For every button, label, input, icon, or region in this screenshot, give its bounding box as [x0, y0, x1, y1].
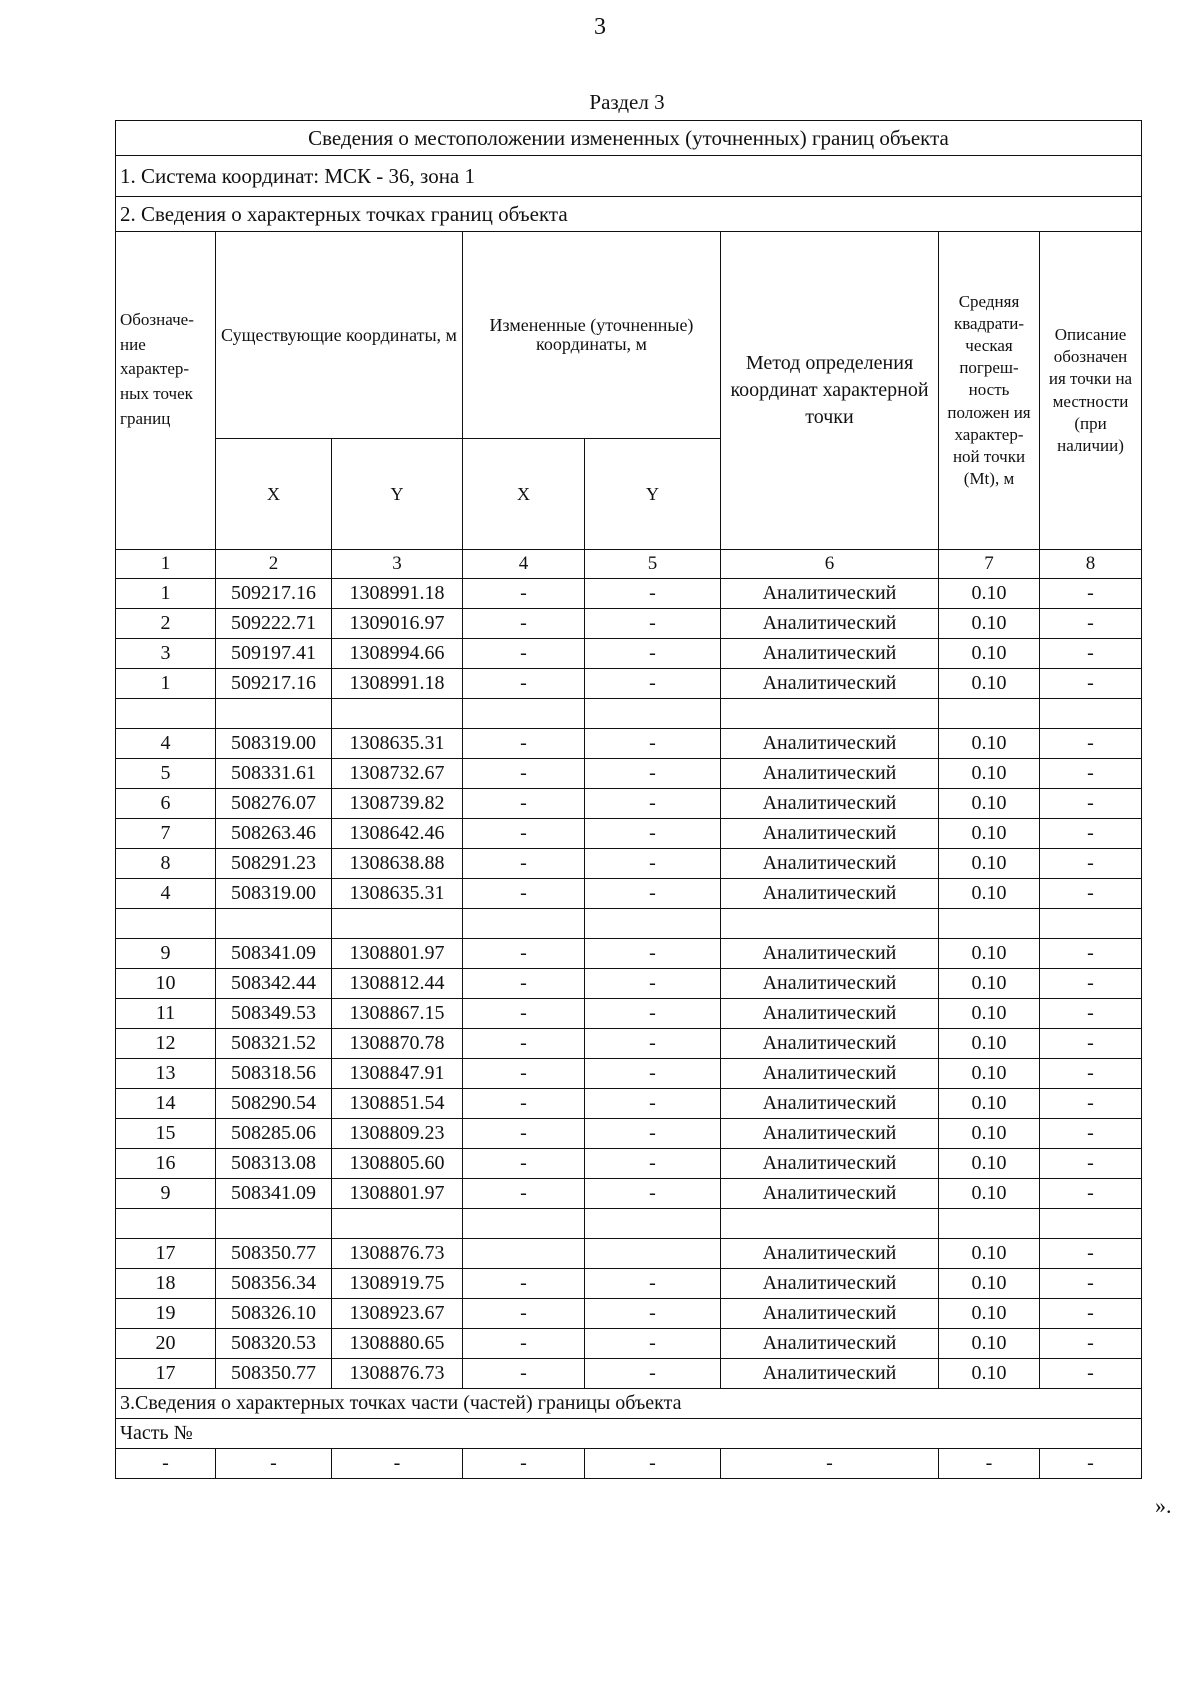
cell-mean-error: 0.10: [939, 1179, 1040, 1209]
header-point-designation: Обозначе-ние характер-ных точек границ: [116, 232, 216, 550]
header-mean-error: Средняя квадрати-ческая погреш-ность положен ия характер-ной точки (Mt), м: [939, 232, 1040, 550]
cell-changed-x: -: [463, 669, 585, 699]
cell-description: -: [1040, 1359, 1142, 1389]
cell-changed-x: -: [463, 1179, 585, 1209]
cell-existing-x: 508263.46: [216, 819, 332, 849]
cell-mean-error: 0.10: [939, 1269, 1040, 1299]
cell-existing-y: 1308851.54: [332, 1089, 463, 1119]
cell-mean-error: 0.10: [939, 819, 1040, 849]
cell-changed-x: -: [463, 1029, 585, 1059]
cell-existing-y: 1308809.23: [332, 1119, 463, 1149]
cell-method: Аналитический: [721, 639, 939, 669]
header-changed-x: X: [463, 439, 585, 550]
cell-changed-x: -: [463, 759, 585, 789]
cell-description: -: [1040, 579, 1142, 609]
cell-changed-y: -: [585, 849, 721, 879]
cell-existing-y: 1308867.15: [332, 999, 463, 1029]
part-cell: -: [332, 1449, 463, 1479]
cell-mean-error: 0.10: [939, 759, 1040, 789]
cell-point-number: 4: [116, 729, 216, 759]
cell-point-number: 10: [116, 969, 216, 999]
cell-method: Аналитический: [721, 939, 939, 969]
cell-existing-x: 508349.53: [216, 999, 332, 1029]
cell-existing-x: 509197.41: [216, 639, 332, 669]
cell-existing-x: 508326.10: [216, 1299, 332, 1329]
cell-existing-y: 1308732.67: [332, 759, 463, 789]
cell-changed-y: -: [585, 969, 721, 999]
cell-method: Аналитический: [721, 1269, 939, 1299]
cell-point-number: 7: [116, 819, 216, 849]
cell-point-number: 15: [116, 1119, 216, 1149]
cell-point-number: 12: [116, 1029, 216, 1059]
cell-point-number: 8: [116, 849, 216, 879]
cell-point-number: 17: [116, 1239, 216, 1269]
table-row: [116, 1299, 1142, 1329]
cell-method: Аналитический: [721, 1239, 939, 1269]
cell-mean-error: 0.10: [939, 1029, 1040, 1059]
cell-method: Аналитический: [721, 1299, 939, 1329]
cell-changed-x: -: [463, 879, 585, 909]
table-title: Сведения о местоположении измененных (уточненных) границ объекта: [116, 121, 1142, 156]
column-number: 5: [585, 550, 721, 579]
table-row: [116, 609, 1142, 639]
column-number: 6: [721, 550, 939, 579]
cell-mean-error: 0.10: [939, 789, 1040, 819]
cell-existing-y: 1308739.82: [332, 789, 463, 819]
cell-method: Аналитический: [721, 579, 939, 609]
cell-existing-y: 1308991.18: [332, 669, 463, 699]
cell-point-number: 16: [116, 1149, 216, 1179]
table-row: [116, 729, 1142, 759]
cell-changed-x: -: [463, 579, 585, 609]
cell-mean-error: 0.10: [939, 609, 1040, 639]
cell-point-number: 1: [116, 669, 216, 699]
cell-description: -: [1040, 609, 1142, 639]
cell-changed-x: -: [463, 849, 585, 879]
coordinate-system: 1. Система координат: МСК - 36, зона 1: [116, 156, 1142, 197]
cell-mean-error: 0.10: [939, 579, 1040, 609]
cell-existing-y: 1308805.60: [332, 1149, 463, 1179]
cell-method: Аналитический: [721, 1359, 939, 1389]
cell-changed-y: -: [585, 1299, 721, 1329]
cell-description: -: [1040, 639, 1142, 669]
cell-changed-y: -: [585, 1329, 721, 1359]
cell-changed-x: -: [463, 999, 585, 1029]
cell-existing-y: 1308870.78: [332, 1029, 463, 1059]
cell-existing-y: 1308635.31: [332, 729, 463, 759]
cell-description: -: [1040, 1329, 1142, 1359]
cell-method: [721, 909, 939, 939]
cell-changed-y: -: [585, 639, 721, 669]
cell-method: [721, 699, 939, 729]
cell-description: [1040, 699, 1142, 729]
header-existing-coords: Существующие координаты, м: [216, 232, 463, 439]
column-number: 7: [939, 550, 1040, 579]
cell-point-number: 11: [116, 999, 216, 1029]
cell-method: Аналитический: [721, 1329, 939, 1359]
cell-changed-y: -: [585, 1089, 721, 1119]
part-cell: -: [216, 1449, 332, 1479]
cell-method: Аналитический: [721, 849, 939, 879]
cell-description: -: [1040, 1119, 1142, 1149]
part-number-label: Часть №: [116, 1419, 1142, 1449]
cell-changed-x: -: [463, 609, 585, 639]
cell-changed-y: [585, 699, 721, 729]
column-number: 1: [116, 550, 216, 579]
table-row: [116, 1059, 1142, 1089]
cell-description: -: [1040, 939, 1142, 969]
cell-description: -: [1040, 1149, 1142, 1179]
cell-point-number: 5: [116, 759, 216, 789]
cell-existing-x: 508341.09: [216, 939, 332, 969]
cell-existing-y: [332, 1209, 463, 1239]
cell-point-number: 17: [116, 1359, 216, 1389]
cell-point-number: 9: [116, 939, 216, 969]
cell-existing-y: 1308919.75: [332, 1269, 463, 1299]
cell-description: -: [1040, 669, 1142, 699]
cell-mean-error: 0.10: [939, 1089, 1040, 1119]
cell-description: -: [1040, 1239, 1142, 1269]
cell-changed-x: -: [463, 1149, 585, 1179]
cell-description: [1040, 909, 1142, 939]
table-row: [116, 579, 1142, 609]
cell-point-number: 2: [116, 609, 216, 639]
boundary-points-table: [115, 120, 1142, 1479]
header-point-description: Описание обозначен ия точки на местности (при наличии): [1040, 232, 1142, 550]
cell-changed-y: -: [585, 879, 721, 909]
parts-heading: 3.Сведения о характерных точках части (частей) границы объекта: [116, 1389, 1142, 1419]
table-row: [116, 879, 1142, 909]
cell-method: Аналитический: [721, 819, 939, 849]
table-row: [116, 1329, 1142, 1359]
cell-point-number: 18: [116, 1269, 216, 1299]
cell-changed-y: [585, 909, 721, 939]
cell-method: Аналитический: [721, 1149, 939, 1179]
cell-point-number: 19: [116, 1299, 216, 1329]
cell-method: Аналитический: [721, 879, 939, 909]
cell-existing-y: 1308876.73: [332, 1359, 463, 1389]
cell-changed-y: -: [585, 729, 721, 759]
cell-point-number: 9: [116, 1179, 216, 1209]
header-changed-y: Y: [585, 439, 721, 550]
cell-changed-y: -: [585, 609, 721, 639]
cell-existing-x: 509217.16: [216, 579, 332, 609]
cell-changed-x: -: [463, 1299, 585, 1329]
cell-changed-y: -: [585, 1149, 721, 1179]
header-existing-y: Y: [332, 439, 463, 550]
cell-changed-x: -: [463, 969, 585, 999]
table-row: [116, 819, 1142, 849]
part-cell: -: [939, 1449, 1040, 1479]
cell-point-number: 1: [116, 579, 216, 609]
cell-existing-y: 1308638.88: [332, 849, 463, 879]
cell-changed-x: -: [463, 1269, 585, 1299]
cell-changed-y: -: [585, 1119, 721, 1149]
table-row: [116, 969, 1142, 999]
cell-point-number: [116, 909, 216, 939]
cell-changed-x: [463, 1239, 585, 1269]
cell-existing-x: 508313.08: [216, 1149, 332, 1179]
cell-changed-y: -: [585, 1179, 721, 1209]
cell-description: -: [1040, 1269, 1142, 1299]
cell-mean-error: 0.10: [939, 1239, 1040, 1269]
cell-existing-x: 508321.52: [216, 1029, 332, 1059]
header-existing-x: X: [216, 439, 332, 550]
part-cell: -: [721, 1449, 939, 1479]
cell-changed-x: -: [463, 639, 585, 669]
separator-row: [116, 699, 1142, 729]
cell-description: [1040, 1209, 1142, 1239]
table-row: [116, 759, 1142, 789]
cell-existing-x: 508319.00: [216, 729, 332, 759]
cell-changed-x: -: [463, 1119, 585, 1149]
cell-mean-error: 0.10: [939, 999, 1040, 1029]
header-method: Метод определения координат характерной точки: [721, 232, 939, 550]
cell-changed-y: -: [585, 1059, 721, 1089]
cell-existing-y: 1308801.97: [332, 939, 463, 969]
cell-changed-y: -: [585, 579, 721, 609]
table-row: [116, 1269, 1142, 1299]
part-cell: -: [463, 1449, 585, 1479]
cell-mean-error: 0.10: [939, 669, 1040, 699]
cell-changed-y: [585, 1239, 721, 1269]
cell-mean-error: 0.10: [939, 969, 1040, 999]
cell-existing-x: 508285.06: [216, 1119, 332, 1149]
cell-mean-error: 0.10: [939, 849, 1040, 879]
table-row: [116, 1029, 1142, 1059]
cell-existing-y: 1308923.67: [332, 1299, 463, 1329]
part-cell: -: [585, 1449, 721, 1479]
cell-point-number: 14: [116, 1089, 216, 1119]
cell-method: Аналитический: [721, 759, 939, 789]
cell-method: Аналитический: [721, 1119, 939, 1149]
table-row: [116, 939, 1142, 969]
table-row: [116, 1239, 1142, 1269]
cell-changed-y: -: [585, 789, 721, 819]
cell-existing-x: 508350.77: [216, 1359, 332, 1389]
cell-method: Аналитический: [721, 999, 939, 1029]
cell-changed-y: -: [585, 669, 721, 699]
cell-changed-x: [463, 1209, 585, 1239]
cell-changed-x: -: [463, 1329, 585, 1359]
table-row: [116, 849, 1142, 879]
cell-existing-x: 508290.54: [216, 1089, 332, 1119]
cell-existing-y: 1308994.66: [332, 639, 463, 669]
cell-mean-error: [939, 1209, 1040, 1239]
cell-existing-x: 508319.00: [216, 879, 332, 909]
cell-existing-y: 1308801.97: [332, 1179, 463, 1209]
cell-description: -: [1040, 819, 1142, 849]
cell-existing-x: 508320.53: [216, 1329, 332, 1359]
cell-changed-y: -: [585, 1359, 721, 1389]
cell-description: -: [1040, 759, 1142, 789]
cell-existing-x: 508291.23: [216, 849, 332, 879]
cell-existing-x: [216, 909, 332, 939]
cell-changed-x: [463, 909, 585, 939]
cell-existing-x: 508276.07: [216, 789, 332, 819]
cell-changed-x: -: [463, 789, 585, 819]
cell-changed-x: -: [463, 939, 585, 969]
cell-mean-error: 0.10: [939, 1059, 1040, 1089]
cell-description: -: [1040, 729, 1142, 759]
cell-changed-y: -: [585, 999, 721, 1029]
cell-method: Аналитический: [721, 1089, 939, 1119]
column-number: 4: [463, 550, 585, 579]
separator-row: [116, 1209, 1142, 1239]
cell-method: [721, 1209, 939, 1239]
table-row: [116, 789, 1142, 819]
cell-description: -: [1040, 849, 1142, 879]
cell-point-number: [116, 699, 216, 729]
column-number: 2: [216, 550, 332, 579]
cell-existing-x: 508318.56: [216, 1059, 332, 1089]
cell-description: -: [1040, 1029, 1142, 1059]
cell-existing-y: 1308880.65: [332, 1329, 463, 1359]
cell-mean-error: [939, 909, 1040, 939]
table-row: [116, 1149, 1142, 1179]
cell-description: -: [1040, 999, 1142, 1029]
cell-description: -: [1040, 1179, 1142, 1209]
cell-description: -: [1040, 1299, 1142, 1329]
cell-description: -: [1040, 1089, 1142, 1119]
cell-existing-x: 509222.71: [216, 609, 332, 639]
cell-changed-x: [463, 699, 585, 729]
column-number: 3: [332, 550, 463, 579]
cell-existing-y: 1309016.97: [332, 609, 463, 639]
cell-changed-y: -: [585, 1269, 721, 1299]
cell-existing-y: [332, 909, 463, 939]
cell-point-number: 3: [116, 639, 216, 669]
cell-mean-error: 0.10: [939, 1299, 1040, 1329]
part-row: [116, 1449, 1142, 1479]
cell-existing-y: 1308876.73: [332, 1239, 463, 1269]
cell-method: Аналитический: [721, 1179, 939, 1209]
cell-existing-x: 509217.16: [216, 669, 332, 699]
cell-existing-x: 508341.09: [216, 1179, 332, 1209]
cell-point-number: 13: [116, 1059, 216, 1089]
points-heading: 2. Сведения о характерных точках границ объекта: [116, 197, 1142, 232]
cell-mean-error: 0.10: [939, 879, 1040, 909]
cell-changed-x: -: [463, 729, 585, 759]
cell-method: Аналитический: [721, 669, 939, 699]
cell-point-number: 4: [116, 879, 216, 909]
cell-method: Аналитический: [721, 1059, 939, 1089]
separator-row: [116, 909, 1142, 939]
cell-existing-x: 508342.44: [216, 969, 332, 999]
cell-changed-x: -: [463, 819, 585, 849]
cell-existing-y: [332, 699, 463, 729]
cell-mean-error: 0.10: [939, 639, 1040, 669]
cell-mean-error: 0.10: [939, 729, 1040, 759]
column-number: 8: [1040, 550, 1142, 579]
cell-existing-x: [216, 699, 332, 729]
column-number-row: [116, 550, 1142, 579]
table-row: [116, 1119, 1142, 1149]
cell-mean-error: 0.10: [939, 1149, 1040, 1179]
cell-existing-y: 1308635.31: [332, 879, 463, 909]
cell-changed-x: -: [463, 1089, 585, 1119]
cell-existing-x: 508350.77: [216, 1239, 332, 1269]
cell-existing-x: 508331.61: [216, 759, 332, 789]
cell-changed-y: -: [585, 759, 721, 789]
cell-point-number: 20: [116, 1329, 216, 1359]
cell-mean-error: 0.10: [939, 939, 1040, 969]
cell-point-number: 6: [116, 789, 216, 819]
cell-description: -: [1040, 969, 1142, 999]
table-row: [116, 1179, 1142, 1209]
part-cell: -: [1040, 1449, 1142, 1479]
cell-changed-x: -: [463, 1059, 585, 1089]
cell-method: Аналитический: [721, 789, 939, 819]
cell-description: -: [1040, 879, 1142, 909]
cell-changed-y: [585, 1209, 721, 1239]
cell-changed-y: -: [585, 939, 721, 969]
cell-mean-error: 0.10: [939, 1119, 1040, 1149]
cell-method: Аналитический: [721, 729, 939, 759]
cell-method: Аналитический: [721, 1029, 939, 1059]
section-title: Раздел 3: [589, 90, 665, 114]
cell-existing-y: 1308847.91: [332, 1059, 463, 1089]
table-row: [116, 639, 1142, 669]
cell-mean-error: 0.10: [939, 1329, 1040, 1359]
cell-changed-x: -: [463, 1359, 585, 1389]
cell-existing-x: 508356.34: [216, 1269, 332, 1299]
closing-quote-mark: ».: [1155, 1493, 1172, 1518]
cell-description: -: [1040, 789, 1142, 819]
cell-mean-error: 0.10: [939, 1359, 1040, 1389]
cell-existing-y: 1308812.44: [332, 969, 463, 999]
cell-method: Аналитический: [721, 969, 939, 999]
table-row: [116, 1089, 1142, 1119]
cell-changed-y: -: [585, 1029, 721, 1059]
cell-existing-x: [216, 1209, 332, 1239]
cell-method: Аналитический: [721, 609, 939, 639]
page-number: 3: [594, 14, 606, 40]
cell-description: -: [1040, 1059, 1142, 1089]
table-row: [116, 1359, 1142, 1389]
table-row: [116, 669, 1142, 699]
cell-changed-y: -: [585, 819, 721, 849]
cell-existing-y: 1308991.18: [332, 579, 463, 609]
cell-existing-y: 1308642.46: [332, 819, 463, 849]
table-row: [116, 999, 1142, 1029]
header-changed-coords: Измененные (уточненные) координаты, м: [463, 232, 721, 439]
cell-mean-error: [939, 699, 1040, 729]
part-cell: -: [116, 1449, 216, 1479]
cell-point-number: [116, 1209, 216, 1239]
